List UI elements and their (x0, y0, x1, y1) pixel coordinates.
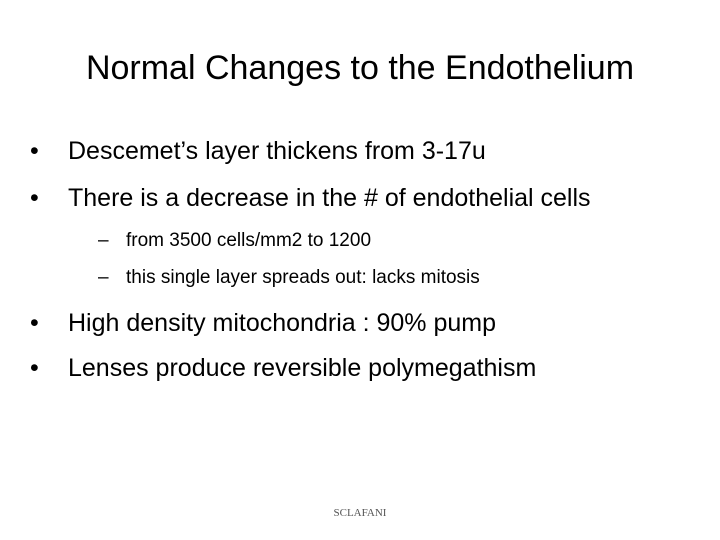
bullet-marker: • (30, 354, 39, 382)
sub-bullet-item (98, 229, 371, 253)
bullet-item (30, 183, 591, 213)
bullet-text: High density mitochondria : 90% pump (68, 309, 497, 337)
bullet-marker: • (30, 137, 39, 165)
bullet-marker: • (30, 184, 39, 212)
bullet-item (30, 308, 496, 338)
sub-bullet-text: from 3500 cells/mm2 to 1200 (126, 230, 372, 251)
bullet-text: There is a decrease in the # of endothelial cells (68, 184, 591, 212)
sub-bullet-text: this single layer spreads out: lacks mitosis (126, 267, 480, 288)
bullet-text: Descemet’s layer thickens from 3-17u (68, 137, 486, 165)
slide-title: Normal Changes to the Endothelium (85, 49, 635, 87)
sub-bullet-item (98, 266, 480, 290)
bullet-item (30, 136, 486, 166)
footer-author: SCLAFANI (333, 507, 387, 519)
sub-bullet-marker: – (98, 230, 109, 251)
bullet-item (30, 353, 536, 383)
bullet-marker: • (30, 309, 39, 337)
bullet-text: Lenses produce reversible polymegathism (68, 354, 537, 382)
sub-bullet-marker: – (98, 267, 109, 288)
